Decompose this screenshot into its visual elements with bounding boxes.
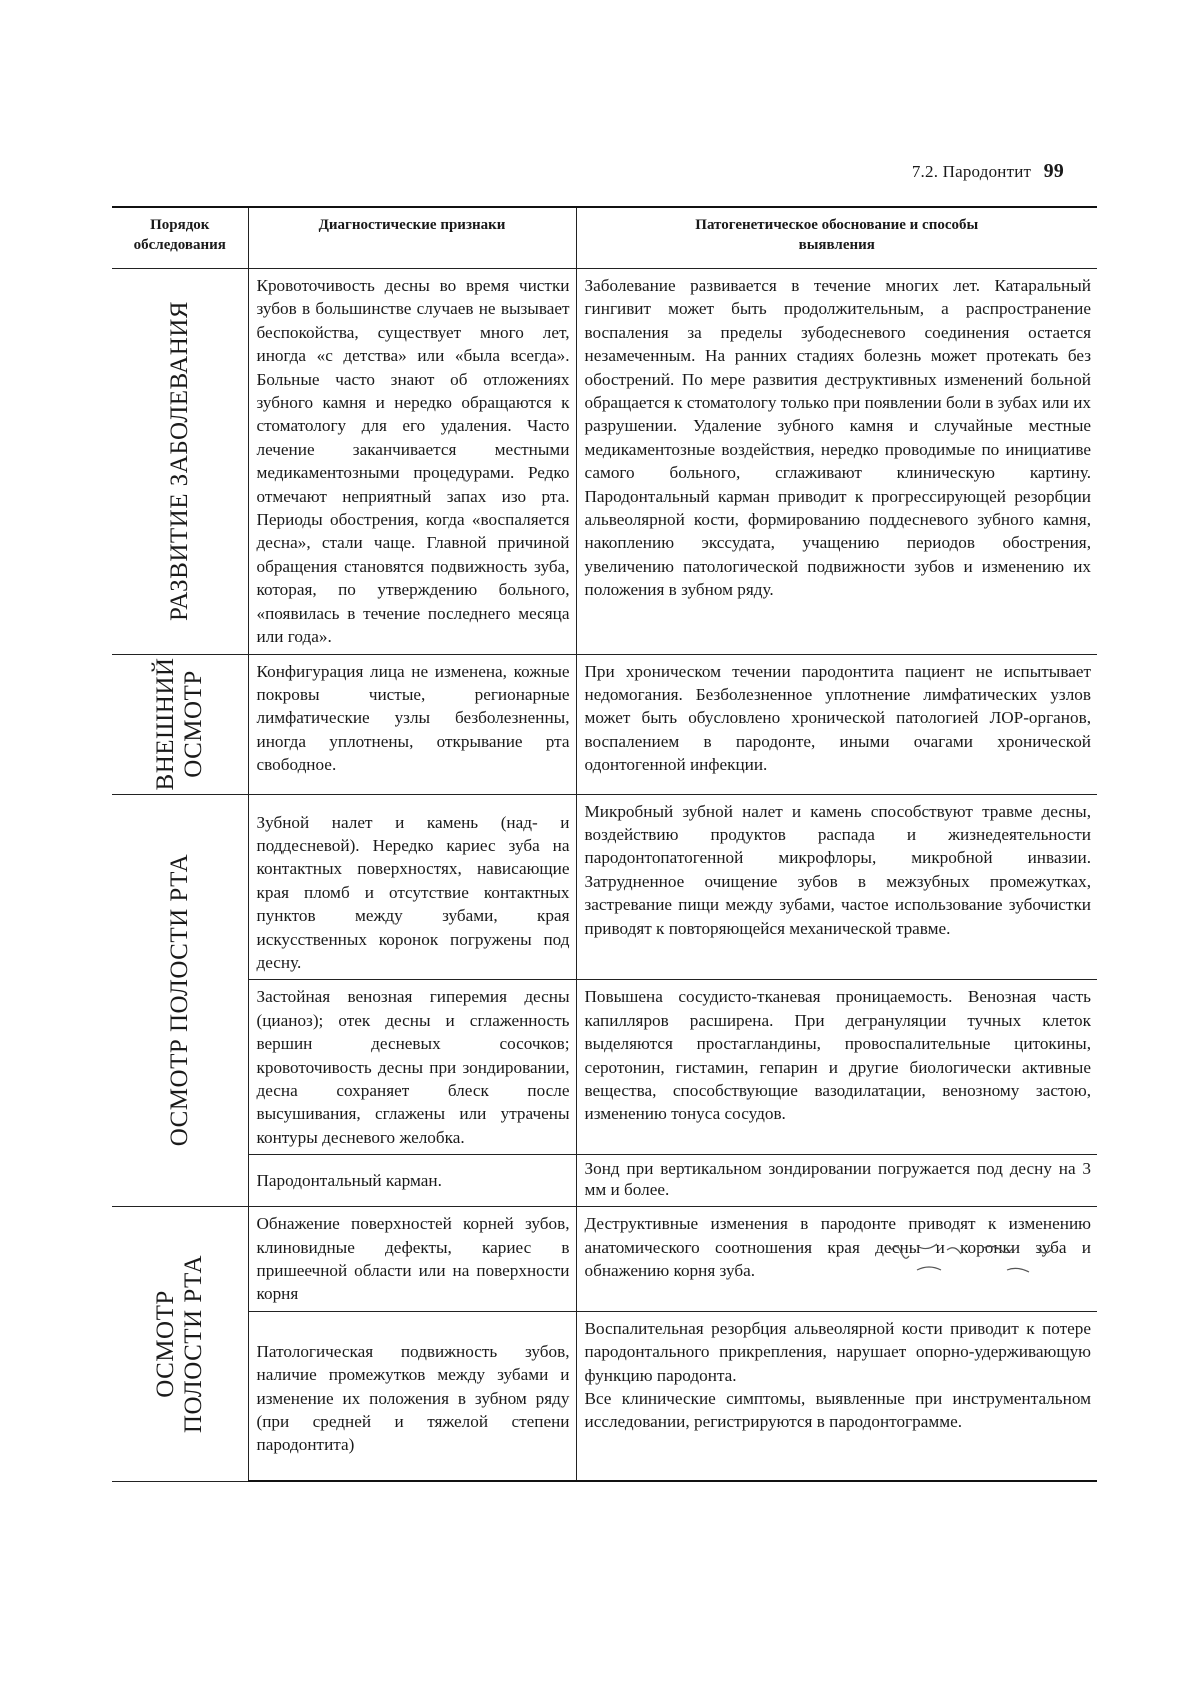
rationale-cell: Повышена сосудисто-тканевая проницаемость. Венозная часть капилляров расширена. При дегрануляции тучных клеток выделяются простагландины, провоспалительные цитокины, серотонин, гистамин, гепарин и другие биологически активные вещества, способствующие вазодилатации, венозному застою, изменению тонуса сосудов. (576, 980, 1097, 1155)
signs-cell: Застойная венозная гиперемия десны (цианоз); отек десны и сглаженность вершин десневых сосочков; кровоточивость десны при зондировании, десна сохраняет блеск после высушивания, сглажены или утрачены контуры десневого желобка. (248, 980, 576, 1155)
signs-cell: Обнажение поверхностей корней зубов, клиновидные дефекты, кариес в пришеечной области или на поверхности корня (248, 1207, 576, 1312)
rationale-cell: При хроническом течении пародонтита пациент не испытывает недомогания. Безболезненное уплотнение лимфатических узлов может быть обусловлено хронической патологией ЛОР-органов, воспалением в пародонте, иными очагами хронической одонтогенной инфекции. (576, 654, 1097, 794)
running-head-section: 7.2. Пародонтит (911, 162, 1032, 181)
table-header-row (112, 207, 1097, 269)
signs-cell: Пародонтальный карман. (248, 1155, 576, 1207)
section-label-history: РАЗВИТИЕ ЗАБОЛЕВАНИЯ (112, 269, 248, 655)
rationale-cell: Деструктивные изменения в пародонте приводят к изменению анатомического соотношения края десны и коронки зуба и обнажению корня зуба. (576, 1207, 1097, 1312)
rationale-cell (576, 1311, 1097, 1481)
header-rationale: Патогенетическое обоснование и способы выявления (576, 207, 1097, 269)
table-row (112, 654, 1097, 794)
table-row (112, 269, 1097, 655)
header-signs: Диагностические признаки (248, 207, 576, 269)
signs-cell: Кровоточивость десны во время чистки зубов в большинстве случаев не вызывает беспокойства, существует много лет, иногда «с детства» или «была всегда». Больные часто знают об отложениях зубного камня и нередко обращаются к стоматологу для его удаления. Часто лечение заканчивается местными медикаментозными процедурами. Редко отмечают неприятный запах изо рта. Периоды обострения, когда «воспаляется десна», стали чаще. Главной причиной обращения становятся подвижность зуба, которая, по утверждению больного, «появилась в течение последнего месяца или года». (248, 269, 576, 655)
signs-cell: Конфигурация лица не изменена, кожные покровы чистые, регионарные лимфатические узлы безболезненны, иногда уплотнены, открывание рта свободное. (248, 654, 576, 794)
section-label-oral-exam-2: ОСМОТР ПОЛОСТИ РТА (112, 1207, 248, 1482)
table-row (112, 1155, 1097, 1207)
rationale-paragraph: Воспалительная резорбция альвеолярной кости приводит к потере пародонтального прикрепления, нарушает опорно-удерживающую функцию пародонта. (584, 1318, 1091, 1385)
running-head (912, 160, 1064, 183)
signs-cell: Патологическая подвижность зубов, наличие промежутков между зубами и изменение их положения в зубном ряду (при средней и тяжелой степени пародонтита) (248, 1311, 576, 1481)
handwritten-scribble (887, 1240, 1097, 1278)
rationale-cell: Микробный зубной налет и камень способствуют травме десны, воздействию продуктов распада и жизнедеятельности пародонтопатогенной микрофлоры, микробной инвазии. Затрудненное очищение зубов в межзубных промежутках, застревание пищи между зубами, частое использование зубочистки приводят к повторяющейся механической травме. (576, 794, 1097, 980)
rationale-cell: Заболевание развивается в течение многих лет. Катаральный гингивит может быть продолжительным, а распространение воспаления за пределы зубодесневого соединения остается незамеченным. На ранних стадиях болезнь может протекать без обострений. По мере развития деструктивных изменений больной обращается к стоматологу только при появлении боли в зубах или их разрушении. Удаление зубного камня и случайные местные медикаментозные воздействия, нередко проводимые по инициативе самого больного, сглаживают клиническую картину. Пародонтальный карман приводит к прогрессирующей резорбции альвеолярной кости, формированию поддесневого зубного камня, накоплению экссудата, учащению периодов обострения, увеличению патологической подвижности зубов и изменению их положения в зубном ряду. (576, 269, 1097, 655)
table-row (112, 980, 1097, 1155)
table-row (112, 794, 1097, 980)
section-label-external-exam: ВНЕШНИЙ ОСМОТР (112, 654, 248, 794)
header-order: Порядок обследования (112, 207, 248, 269)
signs-cell: Зубной налет и камень (над- и поддесневой). Нередко кариес зуба на контактных поверхностях, нависающие края пломб и отсутствие контактных пунктов между зубами, края искусственных коронок погружены под десну. (248, 794, 576, 980)
section-label-oral-exam: ОСМОТР ПОЛОСТИ РТА (112, 794, 248, 1207)
rationale-cell: Зонд при вертикальном зондировании погружается под десну на 3 мм и более. (576, 1155, 1097, 1207)
table-row (112, 1311, 1097, 1481)
examination-table (112, 206, 1097, 1482)
page-number: 99 (1043, 160, 1064, 182)
rationale-paragraph: Все клинические симптомы, выявленные при инструментальном исследовании, регистрируются в пародонтограмме. (584, 1389, 1091, 1432)
